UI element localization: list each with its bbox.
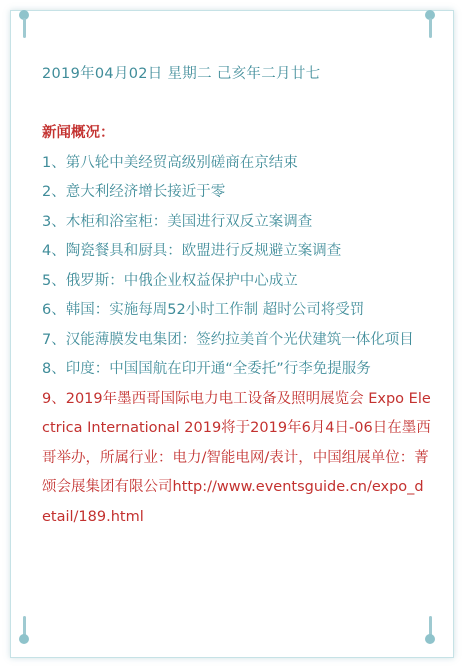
pin-bottom-left-icon	[19, 614, 29, 644]
news-item-5: 5、俄罗斯：中俄企业权益保护中心成立	[42, 272, 298, 289]
news-item-7: 7、汉能薄膜发电集团：签约拉美首个光伏建筑一体化项目	[42, 331, 414, 348]
spacer	[42, 90, 432, 120]
news-item-4: 4、陶瓷餐具和厨具：欧盟进行反规避立案调查	[42, 243, 342, 259]
news-item-2: 2、意大利经济增长接近于零	[42, 184, 226, 200]
news-item-3: 3、木柜和浴室柜：美国进行双反立案调查	[42, 213, 313, 230]
news-item-8: 8、印度：中国国航在印开通“全委托”行李免提服务	[42, 361, 371, 377]
pin-bottom-right-icon	[425, 614, 435, 644]
news-item-6: 6、韩国：实施每周52小时工作制 超时公司将受罚	[42, 302, 365, 318]
news-item-9: 9、2019年墨西哥国际电力电工设备及照明展览会 Expo Electrica International 2019将于2019年6月4日-06日在墨西哥举办，所属行业：电力/智能电网/表计，中国组展单位：菁颂会展集团有限公司http://www.eventsguide.cn/expo_detail/189.html	[42, 390, 431, 525]
pin-top-right-icon	[425, 10, 435, 40]
news-item-1: 1、第八轮中美经贸高级别磋商在京结束	[42, 154, 298, 171]
section-title: 新闻概况：	[42, 125, 115, 141]
date-line: 2019年04月02日 星期二 己亥年二月廿七	[42, 66, 321, 82]
pin-top-left-icon	[19, 10, 29, 40]
article-content	[42, 60, 432, 532]
